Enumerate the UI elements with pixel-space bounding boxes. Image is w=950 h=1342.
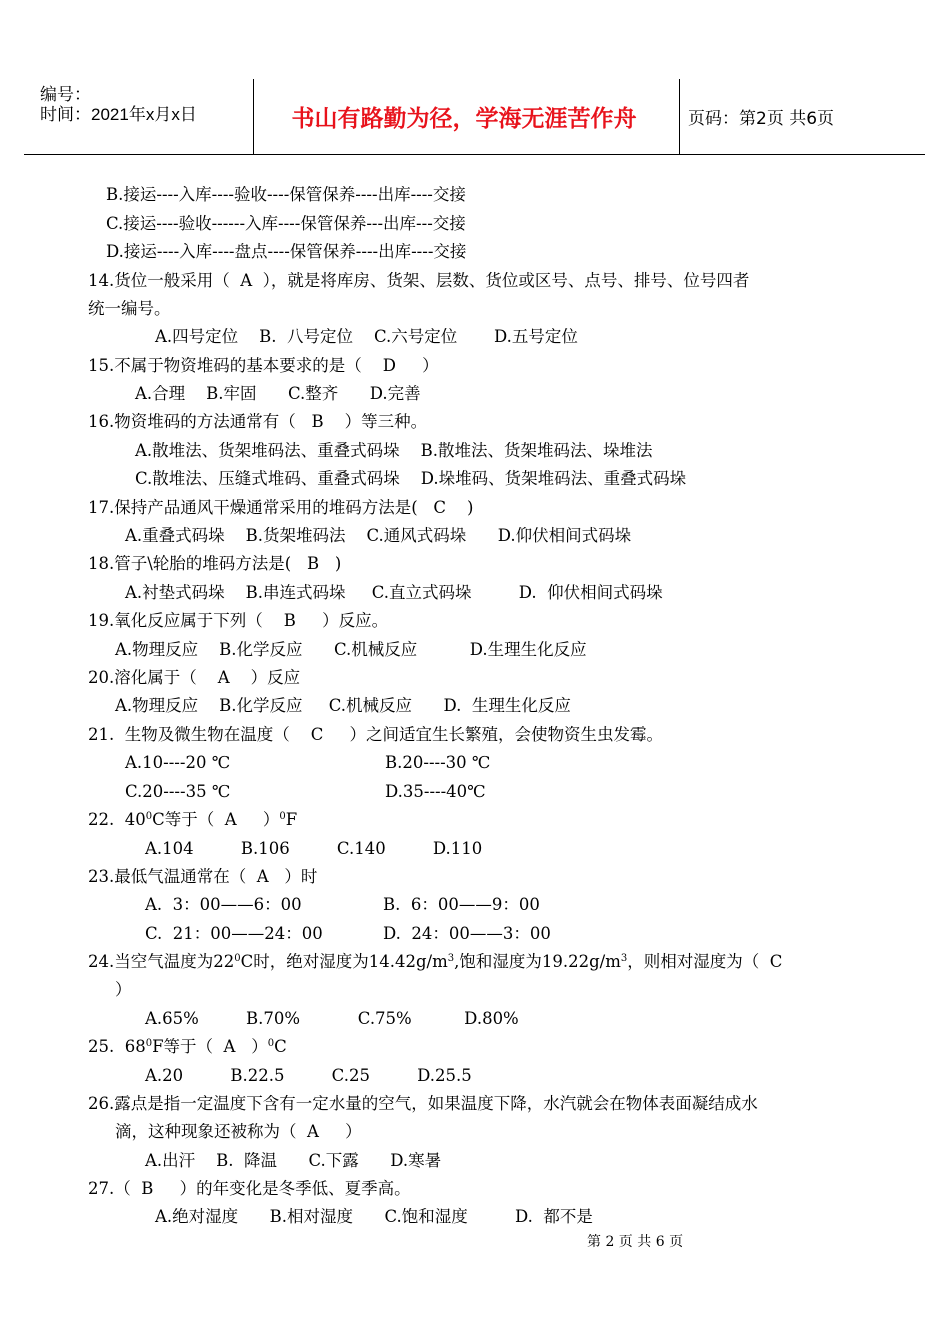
option-c: C. 21：00——24：00 (145, 924, 323, 943)
option-line: C.散堆法、压缝式堆码、重叠式码垛 D.垛堆码、货架堆码法、重叠式码垛 (135, 469, 687, 488)
superscript: 0 (234, 953, 241, 964)
option-line: A.65% B.70% C.75% D.80% (145, 1009, 519, 1028)
header-divider (679, 79, 680, 154)
question-27: 27.（ B ）的年变化是冬季低、夏季高。 (88, 1179, 411, 1198)
option-b: B.20----30 ℃ (385, 753, 491, 772)
option-line: A.重叠式码垛 B.货架堆码法 C.通风式码垛 D.仰伏相间式码垛 (125, 526, 632, 545)
header-meta (40, 85, 197, 125)
header-motto: 书山有路勤为径，学海无涯苦作舟 (291, 106, 637, 132)
question-15: 15.不属于物资堆码的基本要求的是（ D ） (88, 356, 439, 375)
question-22 (88, 809, 297, 831)
question-text: ，则相对湿度为（ C (627, 952, 783, 971)
question-23: 23.最低气温通常在（ A ）时 (88, 867, 318, 886)
page-indicator: 页码：第2页 共6页 (688, 109, 835, 129)
question-text: C等于（ A ） (152, 810, 280, 829)
question-text: ,饱和湿度为19.22g/m (454, 952, 621, 971)
option-line: A.物理反应 B.化学反应 C.机械反应 D. 生理生化反应 (115, 696, 571, 715)
option-line: D.接运----入库----盘点----保管保养----出库----交接 (106, 242, 467, 261)
option-a: A. 3：00——6：00 (145, 895, 302, 914)
option-b: B. 6：00——9：00 (383, 895, 540, 914)
question-20: 20.溶化属于（ A ）反应 (88, 668, 301, 687)
document-header (24, 79, 925, 155)
option-line: A.出汗 B. 降温 C.下露 D.寒暑 (145, 1151, 442, 1170)
question-19: 19.氧化反应属于下列（ B ）反应。 (88, 611, 389, 630)
option-line: A.四号定位 B. 八号定位 C.六号定位 D.五号定位 (155, 327, 578, 346)
superscript: 0 (279, 811, 286, 822)
question-text: F等于（ A ） (152, 1037, 268, 1056)
question-text: F (285, 810, 298, 829)
question-text: 统一编号。 (88, 299, 171, 318)
option-line: A.合理 B.牢固 C.整齐 D.完善 (135, 384, 421, 403)
option-line: B.接运----入库----验收----保管保养----出库----交接 (106, 185, 466, 204)
question-text: 22. 40 (88, 810, 146, 829)
option-line: A.20 B.22.5 C.25 D.25.5 (145, 1066, 472, 1085)
option-line: C.接运----验收------入库----保管保养---出库---交接 (106, 214, 466, 233)
question-17: 17.保持产品通风干燥通常采用的堆码方法是( C ) (88, 498, 474, 517)
question-21: 21. 生物及微生物在温度（ C ）之间适宜生长繁殖，会使物资生虫发霉。 (88, 725, 664, 744)
option-c: C.20----35 ℃ (125, 782, 231, 801)
question-26: 26.露点是指一定温度下含有一定水量的空气，如果温度下降，水汽就会在物体表面凝结成水 (88, 1094, 758, 1113)
option-a: A.10----20 ℃ (125, 753, 231, 772)
option-line: A.散堆法、货架堆码法、重叠式码垛 B.散堆法、货架堆码法、垛堆法 (135, 441, 653, 460)
question-text: C时，绝对湿度为14.42g/m (240, 952, 448, 971)
superscript: 0 (145, 1038, 153, 1049)
question-text: ） (115, 980, 132, 999)
question-text: 24.当空气温度为22 (88, 952, 235, 971)
option-line: A.衬垫式码垛 B.串连式码垛 C.直立式码垛 D. 仰伏相间式码垛 (125, 583, 663, 602)
question-18: 18.管子\轮胎的堆码方法是( B ) (88, 554, 342, 573)
option-line: A.104 B.106 C.140 D.110 (145, 839, 483, 858)
option-line: A.物理反应 B.化学反应 C.机械反应 D.生理生化反应 (115, 640, 587, 659)
page-footer: 第 2 页 共 6 页 (587, 1234, 684, 1250)
superscript: 3 (447, 953, 455, 964)
question-text: 滴，这种现象还被称为（ A ） (115, 1122, 362, 1141)
superscript: 0 (145, 811, 153, 822)
question-text: C (274, 1037, 287, 1056)
question-25 (88, 1036, 287, 1058)
question-14: 14.货位一般采用（ A ），就是将库房、货架、层数、货位或区号、点号、排号、位号四者 (88, 271, 750, 290)
question-16: 16.物资堆码的方法通常有（ B ）等三种。 (88, 412, 428, 431)
option-d: D. 24：00——3：00 (383, 924, 551, 943)
superscript: 0 (267, 1038, 275, 1049)
time-label: 时间：2021年x月x日 (40, 105, 197, 124)
superscript: 3 (620, 953, 628, 964)
number-label: 编号： (40, 85, 91, 104)
option-d: D.35----40℃ (385, 782, 486, 801)
question-24 (88, 951, 782, 973)
option-line: A.绝对湿度 B.相对湿度 C.饱和湿度 D. 都不是 (155, 1207, 593, 1226)
question-text: 25. 68 (88, 1037, 146, 1056)
